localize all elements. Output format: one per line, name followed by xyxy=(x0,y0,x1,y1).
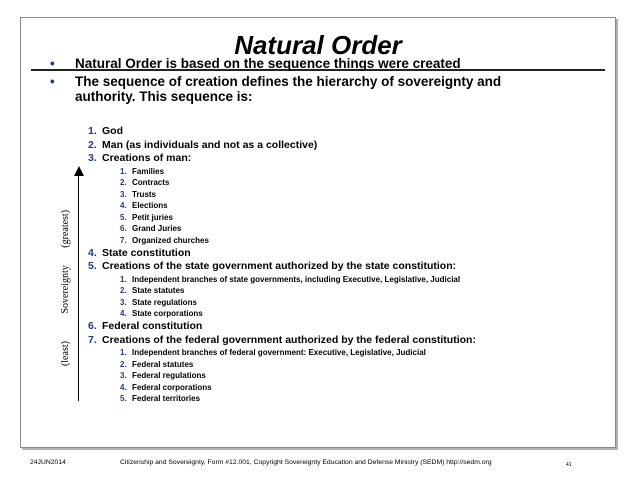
list-item: 6. Federal constitution xyxy=(88,320,203,333)
sub-list-item: 1. Families xyxy=(120,166,165,176)
sub-list-item: 4. State corporations xyxy=(120,309,203,319)
list-item: 4. State constitution xyxy=(88,246,191,259)
sub-list-item: 4. Federal corporations xyxy=(120,382,212,392)
sub-list-item: 7. Organized churches xyxy=(120,236,209,246)
sub-list-item: 2. State statutes xyxy=(120,286,185,296)
sub-list-item: 5. Petit juries xyxy=(120,212,173,222)
bullet-item: • Natural Order is based on the sequence things were created xyxy=(50,56,461,71)
footer-copyright: Citizenship and Sovereignty, Form #12.001, Copyright Sovereignty Education and Defense Ministry (SEDM) http://sedm.org xyxy=(120,459,492,466)
slide-title: Natural Order xyxy=(234,30,402,60)
sovereignty-axis xyxy=(78,175,79,401)
footer-date: 24JUN2014 xyxy=(30,459,66,466)
list-item: 7. Creations of the federal government authorized by the federal constitution: xyxy=(88,333,476,346)
bullet-dot-icon: • xyxy=(50,56,55,71)
list-item: 2. Man (as individuals and not as a collective) xyxy=(88,138,318,151)
sub-list-item: 4. Elections xyxy=(120,201,168,211)
bullet-item: • The sequence of creation defines the hierarchy of sovereignty and authority. This sequence is: xyxy=(50,74,502,104)
page-number: 41 xyxy=(566,462,572,468)
sub-list-item: 2. Contracts xyxy=(120,178,170,188)
bullet-list xyxy=(50,56,550,107)
sub-list-item: 3. Federal regulations xyxy=(120,371,206,381)
sub-list-item: 3. Trusts xyxy=(120,189,157,199)
list-item: 3. Creations of man: xyxy=(88,152,192,164)
sovereignty-axis-label: (least) Sovereignty (greatest) xyxy=(60,209,71,367)
sub-list-item: 3. State regulations xyxy=(120,297,197,307)
list-item: 1. God xyxy=(88,125,123,137)
sub-list-item: 1. Independent branches of state governments, including Executive, Legislative, Judicial xyxy=(120,274,461,284)
sub-list-item: 1. Independent branches of federal government: Executive, Legislative, Judicial xyxy=(120,348,426,358)
hierarchy-list xyxy=(88,125,476,405)
arrow-up-icon xyxy=(74,166,84,176)
bullet-dot-icon: • xyxy=(50,74,55,89)
list-item: 5. Creations of the state government authorized by the state constitution: xyxy=(88,260,457,273)
sub-list-item: 5. Federal territories xyxy=(120,394,201,404)
sub-list-item: 2. Federal statutes xyxy=(120,359,194,369)
sub-list-item: 6. Grand Juries xyxy=(120,224,182,234)
